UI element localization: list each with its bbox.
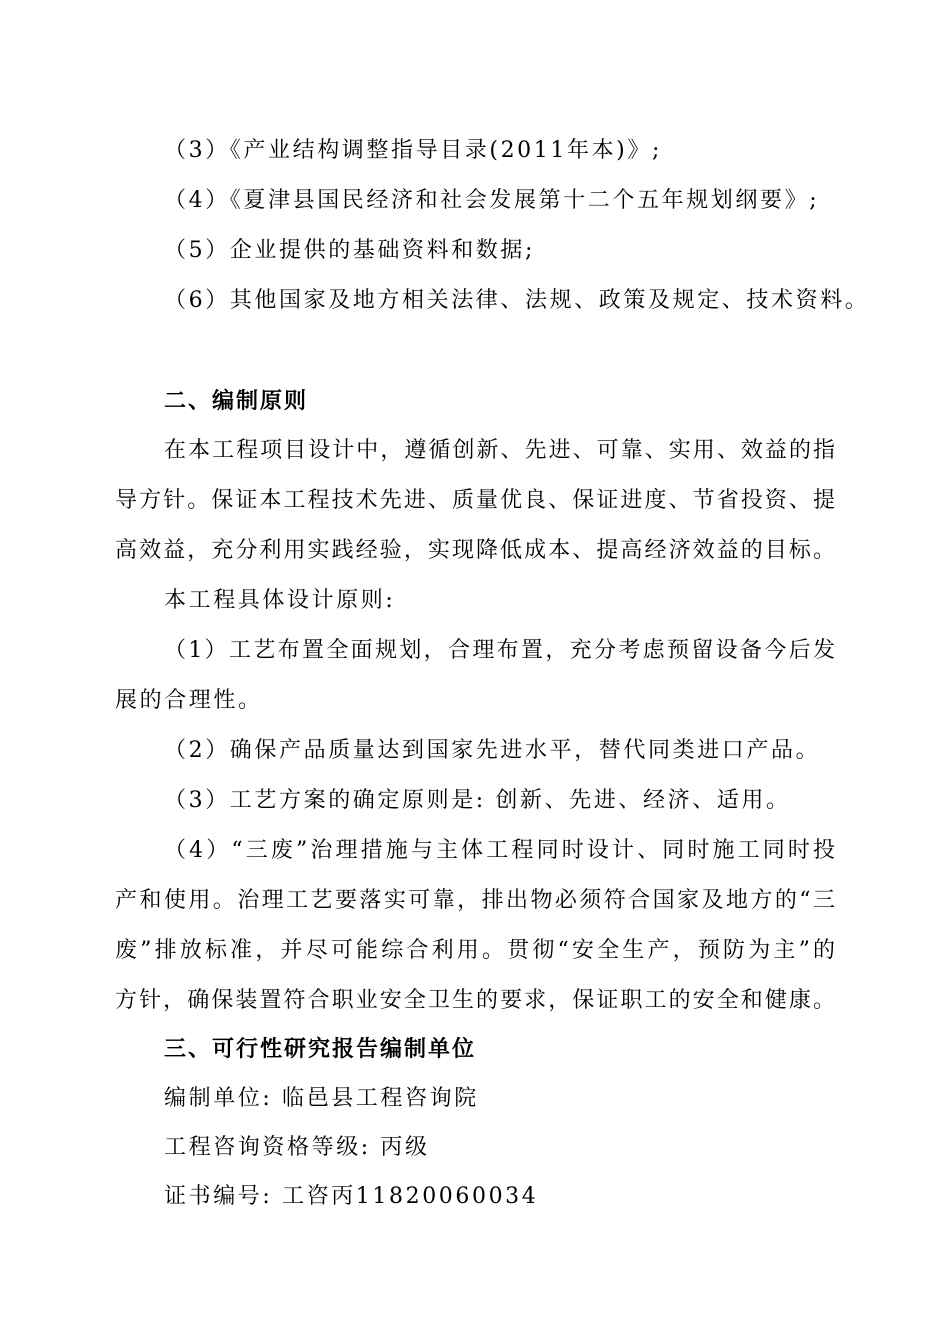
principle-1-line-2: 展的合理性。 xyxy=(115,688,263,713)
reference-item-5: （5）企业提供的基础资料和数据; xyxy=(164,238,536,263)
compiling-unit: 编制单位: 临邑县工程咨询院 xyxy=(164,1086,479,1111)
principle-3: （3）工艺方案的确定原则是: 创新、先进、经济、适用。 xyxy=(164,788,791,813)
principle-4-line-1: （4）“三废”治理措施与主体工程同时设计、同时施工同时投 xyxy=(164,838,835,863)
section-heading-principles: 二、编制原则 xyxy=(164,388,309,414)
principle-2: （2）确保产品质量达到国家先进水平，替代同类进口产品。 xyxy=(164,738,821,763)
principle-4-line-3: 废”排放标准，并尽可能综合利用。贯彻“安全生产，预防为主”的 xyxy=(115,938,835,963)
principle-4-line-2: 产和使用。治理工艺要落实可靠，排出物必须符合国家及地方的“三 xyxy=(115,888,835,913)
principles-title: 本工程具体设计原则: xyxy=(164,588,396,613)
principle-4-line-4: 方针，确保装置符合职业安全卫生的要求，保证职工的安全和健康。 xyxy=(115,988,835,1013)
certificate-number: 证书编号: 工咨丙11820060034 xyxy=(164,1184,539,1209)
intro-line-2: 导方针。保证本工程技术先进、质量优良、保证进度、节省投资、提 xyxy=(115,488,835,513)
reference-item-4: （4）《夏津县国民经济和社会发展第十二个五年规划纲要》; xyxy=(164,188,820,213)
intro-line-3: 高效益，充分利用实践经验，实现降低成本、提高经济效益的目标。 xyxy=(115,538,835,563)
principle-1-line-1: （1）工艺布置全面规划，合理布置，充分考虑预留设备今后发 xyxy=(164,638,835,663)
section-heading-report-unit: 三、可行性研究报告编制单位 xyxy=(164,1036,477,1062)
reference-item-3: （3）《产业结构调整指导目录(2011年本)》; xyxy=(164,138,662,163)
reference-item-6: （6）其他国家及地方相关法律、法规、政策及规定、技术资料。 xyxy=(164,288,870,313)
intro-line-1: 在本工程项目设计中，遵循创新、先进、可靠、实用、效益的指 xyxy=(164,438,835,463)
qualification-grade: 工程咨询资格等级: 丙级 xyxy=(164,1135,430,1160)
